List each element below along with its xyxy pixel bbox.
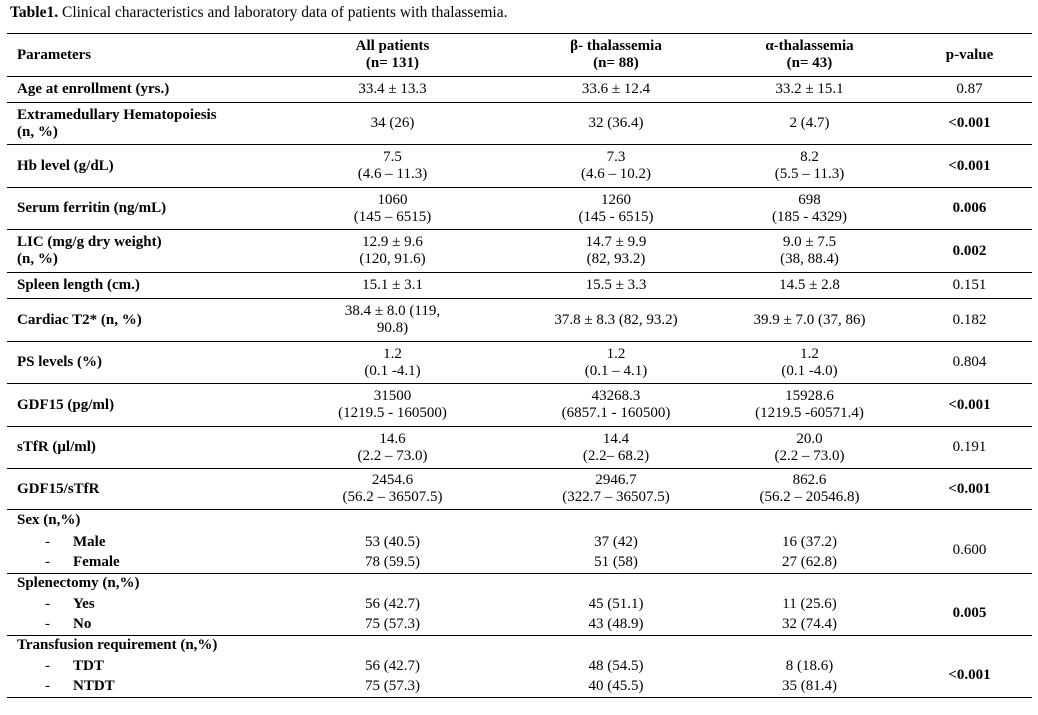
beta-thal-cell: 1260 (145 - 6515)	[520, 188, 712, 230]
caption-text: Clinical characteristics and laboratory data of patients with thalassemia.	[61, 4, 508, 21]
p-value-cell: <0.001	[907, 469, 1032, 510]
beta-thal-cell: 37.8 ± 8.3 (82, 93.2)	[520, 299, 712, 342]
empty-cell	[265, 574, 520, 594]
empty-cell	[712, 636, 907, 656]
parameter-cell: Spleen length (cm.)	[7, 273, 265, 299]
group-title: Transfusion requirement (n,%)	[17, 637, 218, 654]
table-header-row	[7, 34, 1032, 77]
alpha-thal-cell: 15928.6 (1219.5 -60571.4)	[712, 384, 907, 427]
beta-thal-cell: 32 (36.4)	[520, 103, 712, 145]
all-patients-cell: 12.9 ± 9.6 (120, 91.6)	[265, 230, 520, 273]
group-item-label: Yes	[73, 595, 95, 612]
p-value-cell: <0.001	[907, 384, 1032, 427]
table-row	[7, 427, 1032, 469]
all-patients-cell: 56 (42.7)	[365, 657, 420, 674]
beta-thal-cell: 14.7 ± 9.9 (82, 93.2)	[520, 230, 712, 273]
beta-thal-cell: 1.2 (0.1 – 4.1)	[520, 342, 712, 384]
p-value-cell: 0.151	[907, 273, 1032, 299]
all-patients-cell: 53 (40.5)	[365, 533, 420, 550]
group-item-label-cell	[7, 656, 265, 677]
p-value-cell: 0.191	[907, 427, 1032, 469]
bullet-dash: -	[45, 678, 50, 695]
table-row	[7, 342, 1032, 384]
beta-thal-cell: 33.6 ± 12.4	[520, 77, 712, 103]
beta-thal-cell: 48 (54.5)	[588, 657, 644, 674]
parameter-cell: GDF15 (pg/ml)	[7, 384, 265, 427]
group-item-row	[7, 615, 1032, 636]
header-parameters: Parameters	[7, 34, 265, 77]
all-patients-cell: 34 (26)	[265, 103, 520, 145]
alpha-thal-cell: 8.2 (5.5 – 11.3)	[712, 145, 907, 188]
beta-thal-cell: 43268.3 (6857.1 - 160500)	[520, 384, 712, 427]
all-patients-cell: 7.5 (4.6 – 11.3)	[265, 145, 520, 188]
group-item-row	[7, 532, 1032, 553]
group-title-row	[7, 510, 1032, 532]
group-title: Splenectomy (n,%)	[17, 575, 140, 592]
p-value-cell: <0.001	[907, 145, 1032, 188]
beta-thal-cell: 45 (51.1)	[588, 595, 644, 612]
clinical-table	[7, 33, 1032, 698]
empty-cell	[520, 636, 712, 656]
empty-cell	[712, 574, 907, 594]
alpha-thal-cell: 35 (81.4)	[712, 677, 907, 698]
alpha-thal-cell: 14.5 ± 2.8	[712, 273, 907, 299]
alpha-thal-cell: 20.0 (2.2 – 73.0)	[712, 427, 907, 469]
group-item-label: Male	[73, 533, 106, 550]
bullet-dash: -	[45, 657, 50, 674]
bullet-dash: -	[45, 554, 50, 571]
all-patients-cell: 31500 (1219.5 - 160500)	[265, 384, 520, 427]
alpha-thal-cell: 698 (185 - 4329)	[712, 188, 907, 230]
parameter-cell: LIC (mg/g dry weight) (n, %)	[7, 230, 265, 273]
p-value-cell: 0.87	[907, 77, 1032, 103]
header-all-patients: All patients (n= 131)	[265, 34, 520, 77]
group-title-row	[7, 636, 1032, 656]
p-value-cell: 0.600	[907, 510, 1032, 574]
table-caption	[10, 4, 507, 22]
group-item-row	[7, 677, 1032, 698]
beta-thal-cell: 43 (48.9)	[520, 615, 712, 636]
all-patients-cell: 75 (57.3)	[265, 615, 520, 636]
bullet-dash: -	[45, 616, 50, 633]
table-row	[7, 188, 1032, 230]
table-row	[7, 273, 1032, 299]
group-item-label-cell	[7, 594, 265, 615]
parameter-cell: Age at enrollment (yrs.)	[7, 77, 265, 103]
bullet-dash: -	[45, 533, 50, 550]
group-item-label-cell	[7, 553, 265, 574]
beta-thal-cell: 15.5 ± 3.3	[520, 273, 712, 299]
group-item-label-cell	[7, 532, 265, 553]
group-item-label: NTDT	[73, 678, 115, 695]
parameter-cell: GDF15/sTfR	[7, 469, 265, 510]
bullet-dash: -	[45, 595, 50, 612]
all-patients-cell: 14.6 (2.2 – 73.0)	[265, 427, 520, 469]
parameter-cell: Hb level (g/dL)	[7, 145, 265, 188]
beta-thal-cell: 40 (45.5)	[520, 677, 712, 698]
group-item-label: Female	[73, 554, 120, 571]
alpha-thal-cell: 33.2 ± 15.1	[712, 77, 907, 103]
group-title-row	[7, 574, 1032, 594]
all-patients-cell: 75 (57.3)	[265, 677, 520, 698]
table-row	[7, 384, 1032, 427]
p-value-cell: 0.005	[907, 574, 1032, 636]
all-patients-cell: 56 (42.7)	[365, 595, 420, 612]
all-patients-cell: 2454.6 (56.2 – 36507.5)	[265, 469, 520, 510]
group-item-label-cell	[7, 615, 265, 636]
p-value-cell: 0.006	[907, 188, 1032, 230]
all-patients-cell: 1.2 (0.1 -4.1)	[265, 342, 520, 384]
all-patients-cell: 15.1 ± 3.1	[265, 273, 520, 299]
p-value-cell: <0.001	[907, 636, 1032, 698]
group-item-row	[7, 656, 1032, 677]
header-beta-thalassemia: β- thalassemia (n= 88)	[520, 34, 712, 77]
alpha-thal-cell: 39.9 ± 7.0 (37, 86)	[712, 299, 907, 342]
group-item-row	[7, 594, 1032, 615]
parameter-cell: Serum ferritin (ng/mL)	[7, 188, 265, 230]
alpha-thal-cell: 27 (62.8)	[712, 553, 907, 574]
parameter-cell: sTfR (μl/ml)	[7, 427, 265, 469]
p-value-cell: 0.182	[907, 299, 1032, 342]
alpha-thal-cell: 11 (25.6)	[782, 595, 837, 612]
beta-thal-cell: 14.4 (2.2– 68.2)	[520, 427, 712, 469]
empty-cell	[520, 510, 712, 532]
all-patients-cell: 38.4 ± 8.0 (119, 90.8)	[265, 299, 520, 342]
group-item-label: TDT	[73, 657, 104, 674]
all-patients-cell: 1060 (145 – 6515)	[265, 188, 520, 230]
alpha-thal-cell: 8 (18.6)	[785, 657, 834, 674]
table-row	[7, 299, 1032, 342]
parameter-cell: PS levels (%)	[7, 342, 265, 384]
table-row	[7, 77, 1032, 103]
header-p-value: p-value	[907, 34, 1032, 77]
empty-cell	[712, 510, 907, 532]
header-alpha-thalassemia: α-thalassemia (n= 43)	[712, 34, 907, 77]
all-patients-cell: 33.4 ± 13.3	[265, 77, 520, 103]
beta-thal-cell: 7.3 (4.6 – 10.2)	[520, 145, 712, 188]
table-row	[7, 469, 1032, 510]
beta-thal-cell: 2946.7 (322.7 – 36507.5)	[520, 469, 712, 510]
p-value-cell: 0.804	[907, 342, 1032, 384]
group-title: Sex (n,%)	[17, 512, 81, 529]
alpha-thal-cell: 862.6 (56.2 – 20546.8)	[712, 469, 907, 510]
beta-thal-cell: 51 (58)	[520, 553, 712, 574]
table-row	[7, 103, 1032, 145]
group-item-row	[7, 553, 1032, 574]
empty-cell	[520, 574, 712, 594]
parameter-cell: Extramedullary Hematopoiesis (n, %)	[7, 103, 265, 145]
parameter-cell: Cardiac T2* (n, %)	[7, 299, 265, 342]
caption-label: Table1.	[10, 4, 59, 21]
alpha-thal-cell: 1.2 (0.1 -4.0)	[712, 342, 907, 384]
alpha-thal-cell: 32 (74.4)	[712, 615, 907, 636]
group-item-label: No	[73, 616, 92, 633]
empty-cell	[265, 636, 520, 656]
alpha-thal-cell: 16 (37.2)	[782, 533, 837, 550]
table-row	[7, 145, 1032, 188]
beta-thal-cell: 37 (42)	[594, 533, 638, 550]
p-value-cell: <0.001	[907, 103, 1032, 145]
table-row	[7, 230, 1032, 273]
alpha-thal-cell: 2 (4.7)	[712, 103, 907, 145]
empty-cell	[265, 510, 520, 532]
all-patients-cell: 78 (59.5)	[265, 553, 520, 574]
alpha-thal-cell: 9.0 ± 7.5 (38, 88.4)	[712, 230, 907, 273]
group-item-label-cell	[7, 677, 265, 698]
p-value-cell: 0.002	[907, 230, 1032, 273]
